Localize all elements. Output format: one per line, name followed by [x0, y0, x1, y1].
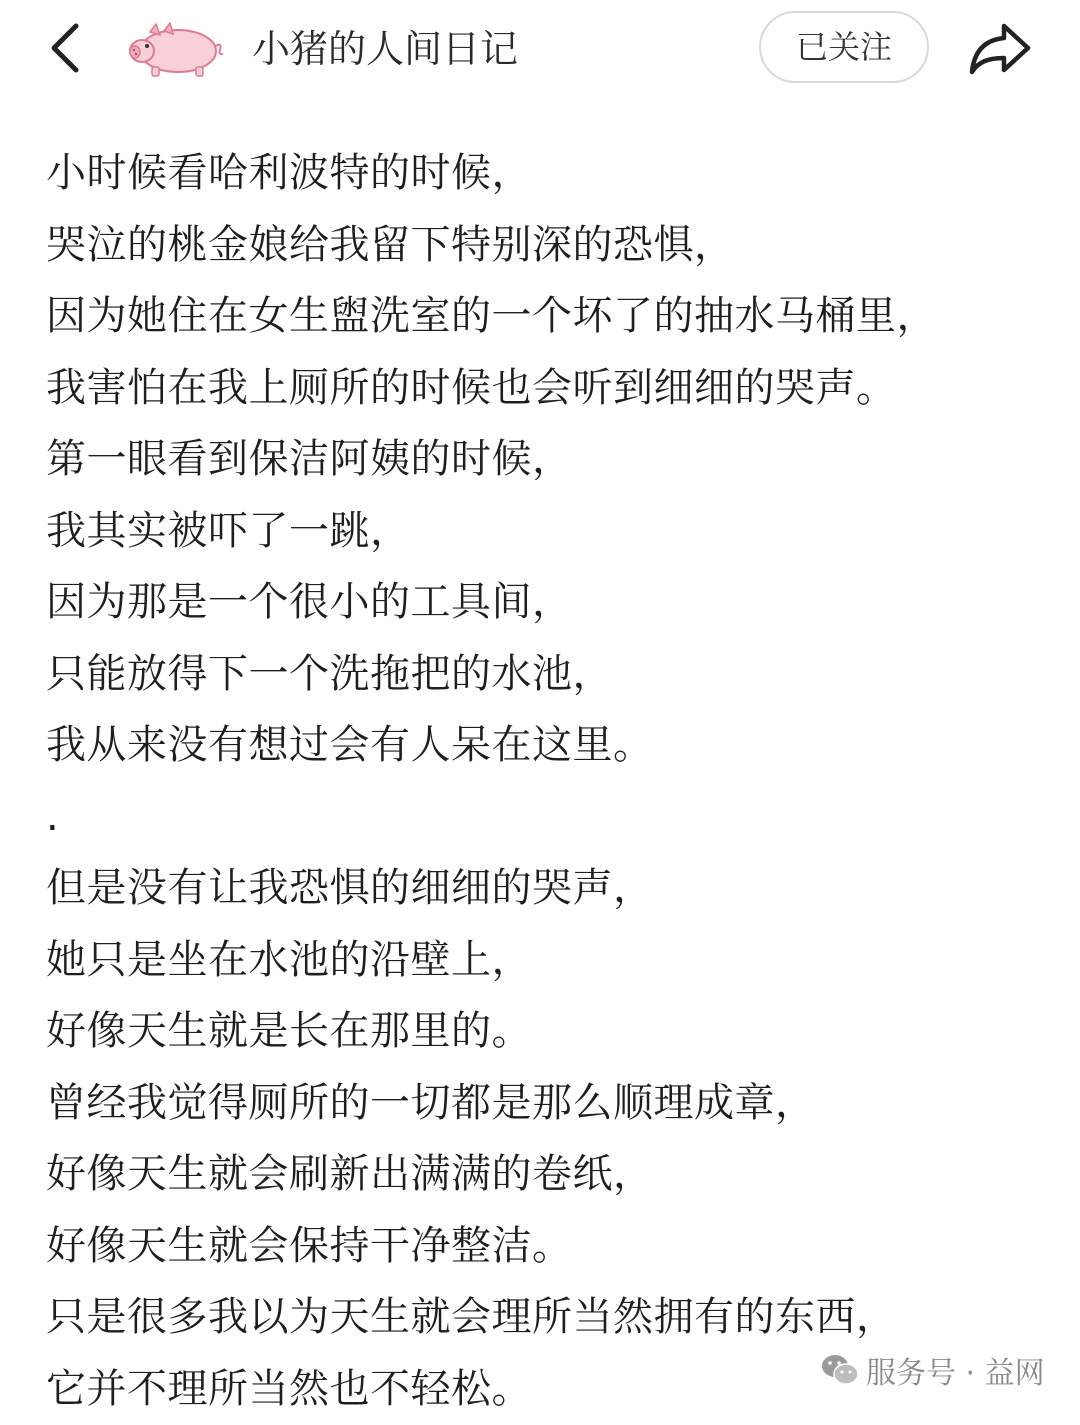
- post-line: 第一眼看到保洁阿姨的时候，: [46, 424, 1056, 496]
- back-button[interactable]: [42, 18, 94, 78]
- pig-avatar-icon: [124, 22, 224, 78]
- post-line: 好像天生就会刷新出满满的卷纸，: [46, 1139, 1056, 1211]
- post-line: 因为那是一个很小的工具间，: [46, 567, 1056, 639]
- post-line: 小时候看哈利波特的时候，: [46, 138, 1056, 210]
- username[interactable]: 小猪的人间日记: [252, 26, 518, 72]
- top-bar: [0, 0, 1080, 100]
- avatar[interactable]: [124, 22, 224, 78]
- watermark-text: 服务号 · 益网: [866, 1348, 1045, 1392]
- share-button[interactable]: [966, 18, 1034, 78]
- share-arrow-icon: [966, 18, 1034, 78]
- post-line: 曾经我觉得厕所的一切都是那么顺理成章，: [46, 1068, 1056, 1140]
- post-line: 因为她住在女生盥洗室的一个坏了的抽水马桶里，: [46, 281, 1056, 353]
- wechat-icon: [820, 1353, 860, 1387]
- post-line: 只是很多我以为天生就会理所当然拥有的东西，: [46, 1282, 1056, 1354]
- post-line: 只能放得下一个洗拖把的水池，: [46, 639, 1056, 711]
- post-line: 哭泣的桃金娘给我留下特别深的恐惧，: [46, 210, 1056, 282]
- chevron-left-icon: [42, 18, 94, 78]
- post-line: 我其实被吓了一跳，: [46, 496, 1056, 568]
- post-line: 她只是坐在水池的沿壁上，: [46, 925, 1056, 997]
- post-line: 我从来没有想过会有人呆在这里。: [46, 710, 1056, 782]
- post-line: 但是没有让我恐惧的细细的哭声，: [46, 853, 1056, 925]
- post-body: [46, 138, 1056, 1425]
- watermark: [820, 1348, 1045, 1392]
- follow-button[interactable]: 已关注: [759, 11, 929, 83]
- post-line: 好像天生就会保持干净整洁。: [46, 1211, 1056, 1283]
- post-line: .: [46, 782, 1056, 854]
- post-line: 好像天生就是长在那里的。: [46, 996, 1056, 1068]
- post-line: 它并不理所当然也不轻松。: [46, 1354, 1056, 1425]
- post-line: 我害怕在我上厕所的时候也会听到细细的哭声。: [46, 353, 1056, 425]
